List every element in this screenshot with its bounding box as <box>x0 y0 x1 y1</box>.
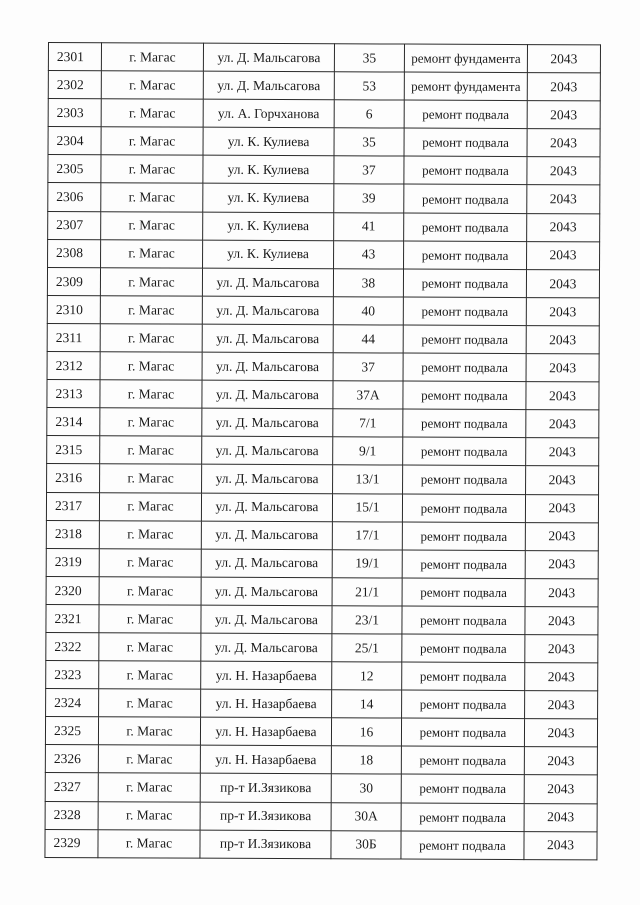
row-number: 2324 <box>46 689 99 717</box>
work-type-cell: ремонт подвала <box>402 494 525 523</box>
table-body <box>45 43 601 860</box>
work-type-cell: ремонт подвала <box>403 269 526 298</box>
work-type-cell: ремонт подвала <box>403 409 526 438</box>
city-cell: г. Магас <box>101 239 203 268</box>
city-cell: г. Магас <box>99 548 201 577</box>
house-number-cell: 38 <box>333 268 403 296</box>
row-number: 2314 <box>47 408 100 436</box>
city-cell: г. Магас <box>98 717 200 746</box>
street-cell: ул. К. Кулиева <box>203 184 334 213</box>
house-number-cell: 21/1 <box>332 578 402 606</box>
house-number-cell: 9/1 <box>333 437 403 465</box>
housing-repair-table <box>44 42 601 860</box>
work-type-cell: ремонт подвала <box>404 100 527 129</box>
year-cell: 2043 <box>524 803 597 831</box>
work-type-cell: ремонт подвала <box>401 803 524 832</box>
row-number: 2302 <box>48 71 101 99</box>
house-number-cell: 25/1 <box>332 634 402 662</box>
house-number-cell: 7/1 <box>333 409 403 437</box>
street-cell: пр-т И.Зязикова <box>200 802 331 831</box>
table-row <box>47 436 599 467</box>
street-cell: ул. Н. Назарбаева <box>201 689 332 718</box>
table-row <box>45 801 597 832</box>
work-type-cell: ремонт подвала <box>402 578 525 607</box>
city-cell: г. Магас <box>99 661 201 690</box>
city-cell: г. Магас <box>100 408 202 437</box>
house-number-cell: 30 <box>331 774 401 802</box>
street-cell: ул. Д. Мальсагова <box>202 436 333 465</box>
city-cell: г. Магас <box>100 464 202 493</box>
house-number-cell: 30Б <box>331 830 401 858</box>
house-number-cell: 15/1 <box>332 493 402 521</box>
work-type-cell: ремонт подвала <box>401 746 524 775</box>
year-cell: 2043 <box>525 691 598 719</box>
house-number-cell: 16 <box>331 718 401 746</box>
city-cell: г. Магас <box>101 99 203 128</box>
table-row <box>48 155 600 186</box>
house-number-cell: 13/1 <box>333 465 403 493</box>
work-type-cell: ремонт подвала <box>401 831 524 860</box>
house-number-cell: 17/1 <box>332 521 402 549</box>
work-type-cell: ремонт подвала <box>403 353 526 382</box>
house-number-cell: 40 <box>333 297 403 325</box>
house-number-cell: 18 <box>331 746 401 774</box>
year-cell: 2043 <box>524 747 597 775</box>
city-cell: г. Магас <box>98 773 200 802</box>
year-cell: 2043 <box>526 269 599 297</box>
table-row <box>45 745 597 776</box>
house-number-cell: 43 <box>334 240 404 268</box>
table-row <box>47 295 599 326</box>
row-number: 2305 <box>48 155 101 183</box>
house-number-cell: 41 <box>334 212 404 240</box>
house-number-cell: 37 <box>334 156 404 184</box>
year-cell: 2043 <box>526 297 599 325</box>
table-row <box>46 520 598 551</box>
street-cell: ул. Д. Мальсагова <box>201 493 332 522</box>
year-cell: 2043 <box>527 241 600 269</box>
street-cell: ул. А. Горчханова <box>203 99 334 128</box>
year-cell: 2043 <box>525 550 598 578</box>
year-cell: 2043 <box>527 185 600 213</box>
row-number: 2326 <box>45 745 98 773</box>
table-row <box>48 43 600 74</box>
city-cell: г. Магас <box>98 829 200 858</box>
year-cell: 2043 <box>524 831 597 859</box>
work-type-cell: ремонт подвала <box>402 690 525 719</box>
street-cell: ул. Д. Мальсагова <box>201 577 332 606</box>
city-cell: г. Магас <box>100 324 202 353</box>
house-number-cell: 53 <box>334 72 404 100</box>
city-cell: г. Магас <box>99 492 201 521</box>
table-row <box>46 492 598 523</box>
table-row <box>48 183 600 214</box>
row-number: 2320 <box>46 576 99 604</box>
street-cell: ул. Д. Мальсагова <box>202 268 333 297</box>
row-number: 2327 <box>45 773 98 801</box>
row-number: 2301 <box>48 43 101 71</box>
city-cell: г. Магас <box>100 436 202 465</box>
house-number-cell: 19/1 <box>332 549 402 577</box>
year-cell: 2043 <box>525 606 598 634</box>
row-number: 2323 <box>46 661 99 689</box>
table-row <box>46 604 598 635</box>
year-cell: 2043 <box>527 129 600 157</box>
city-cell: г. Магас <box>101 127 203 156</box>
year-cell: 2043 <box>526 438 599 466</box>
city-cell: г. Магас <box>99 605 201 634</box>
work-type-cell: ремонт подвала <box>403 381 526 410</box>
row-number: 2308 <box>48 239 101 267</box>
work-type-cell: ремонт подвала <box>402 522 525 551</box>
row-number: 2312 <box>47 352 100 380</box>
year-cell: 2043 <box>524 719 597 747</box>
table-row <box>47 323 599 354</box>
year-cell: 2043 <box>525 494 598 522</box>
work-type-cell: ремонт фундамента <box>404 72 527 101</box>
row-number: 2329 <box>45 829 98 857</box>
row-number: 2317 <box>46 492 99 520</box>
city-cell: г. Магас <box>101 71 203 100</box>
year-cell: 2043 <box>525 635 598 663</box>
work-type-cell: ремонт подвала <box>403 297 526 326</box>
row-number: 2325 <box>45 717 98 745</box>
row-number: 2311 <box>47 323 100 351</box>
row-number: 2315 <box>47 436 100 464</box>
year-cell: 2043 <box>524 775 597 803</box>
year-cell: 2043 <box>527 213 600 241</box>
table-row <box>47 352 599 383</box>
table-row <box>46 576 598 607</box>
row-number: 2321 <box>46 604 99 632</box>
table-row <box>46 689 598 720</box>
work-type-cell: ремонт подвала <box>404 156 527 185</box>
row-number: 2306 <box>48 183 101 211</box>
work-type-cell: ремонт подвала <box>404 128 527 157</box>
table-row <box>47 380 599 411</box>
street-cell: ул. Д. Мальсагова <box>202 465 333 494</box>
table-row <box>45 829 597 860</box>
work-type-cell: ремонт подвала <box>401 718 524 747</box>
row-number: 2304 <box>48 127 101 155</box>
year-cell: 2043 <box>527 73 600 101</box>
year-cell: 2043 <box>527 101 600 129</box>
house-number-cell: 23/1 <box>332 606 402 634</box>
street-cell: ул. Д. Мальсагова <box>201 605 332 634</box>
street-cell: ул. Д. Мальсагова <box>202 324 333 353</box>
year-cell: 2043 <box>525 578 598 606</box>
house-number-cell: 44 <box>333 325 403 353</box>
house-number-cell: 12 <box>332 662 402 690</box>
work-type-cell: ремонт подвала <box>404 213 527 242</box>
work-type-cell: ремонт подвала <box>402 662 525 691</box>
table-row <box>47 408 599 439</box>
street-cell: ул. Д. Мальсагова <box>202 352 333 381</box>
street-cell: ул. Д. Мальсагова <box>202 408 333 437</box>
city-cell: г. Магас <box>100 267 202 296</box>
house-number-cell: 37 <box>333 353 403 381</box>
table-row <box>47 464 599 495</box>
street-cell: ул. Н. Назарбаева <box>200 717 331 746</box>
row-number: 2316 <box>47 464 100 492</box>
city-cell: г. Магас <box>99 520 201 549</box>
city-cell: г. Магас <box>99 689 201 718</box>
row-number: 2307 <box>48 211 101 239</box>
street-cell: ул. Н. Назарбаева <box>201 661 332 690</box>
house-number-cell: 30А <box>331 802 401 830</box>
work-type-cell: ремонт подвала <box>401 774 524 803</box>
year-cell: 2043 <box>526 410 599 438</box>
city-cell: г. Магас <box>99 633 201 662</box>
house-number-cell: 14 <box>332 690 402 718</box>
street-cell: ул. Д. Мальсагова <box>203 71 334 100</box>
city-cell: г. Магас <box>100 296 202 325</box>
city-cell: г. Магас <box>99 577 201 606</box>
house-number-cell: 37А <box>333 381 403 409</box>
street-cell: ул. К. Кулиева <box>203 127 334 156</box>
street-cell: ул. Д. Мальсагова <box>201 549 332 578</box>
work-type-cell: ремонт подвала <box>403 325 526 354</box>
table-row <box>48 211 600 242</box>
row-number: 2319 <box>46 548 99 576</box>
row-number: 2313 <box>47 380 100 408</box>
street-cell: ул. Д. Мальсагова <box>202 380 333 409</box>
city-cell: г. Магас <box>101 155 203 184</box>
city-cell: г. Магас <box>98 745 200 774</box>
work-type-cell: ремонт фундамента <box>404 44 527 73</box>
year-cell: 2043 <box>526 466 599 494</box>
house-number-cell: 39 <box>334 184 404 212</box>
house-number-cell: 35 <box>334 44 404 72</box>
street-cell: ул. Н. Назарбаева <box>200 746 331 775</box>
city-cell: г. Магас <box>101 183 203 212</box>
street-cell: ул. Д. Мальсагова <box>201 633 332 662</box>
row-number: 2309 <box>47 267 100 295</box>
year-cell: 2043 <box>526 382 599 410</box>
table-row <box>46 548 598 579</box>
work-type-cell: ремонт подвала <box>403 465 526 494</box>
house-number-cell: 35 <box>334 128 404 156</box>
work-type-cell: ремонт подвала <box>404 241 527 270</box>
year-cell: 2043 <box>527 45 600 73</box>
table-row <box>46 632 598 663</box>
table-row <box>48 71 600 102</box>
table-row <box>48 239 600 270</box>
work-type-cell: ремонт подвала <box>404 185 527 214</box>
row-number: 2303 <box>48 99 101 127</box>
street-cell: ул. Д. Мальсагова <box>201 521 332 550</box>
city-cell: г. Магас <box>100 352 202 381</box>
year-cell: 2043 <box>527 157 600 185</box>
street-cell: ул. К. Кулиева <box>203 212 334 241</box>
table-row <box>48 127 600 158</box>
work-type-cell: ремонт подвала <box>403 437 526 466</box>
work-type-cell: ремонт подвала <box>402 606 525 635</box>
year-cell: 2043 <box>526 354 599 382</box>
street-cell: пр-т И.Зязикова <box>200 774 331 803</box>
table-row <box>48 99 600 130</box>
table-row <box>45 717 597 748</box>
year-cell: 2043 <box>525 663 598 691</box>
work-type-cell: ремонт подвала <box>402 550 525 579</box>
city-cell: г. Магас <box>101 43 203 72</box>
row-number: 2322 <box>46 632 99 660</box>
street-cell: ул. К. Кулиева <box>203 156 334 185</box>
row-number: 2318 <box>46 520 99 548</box>
work-type-cell: ремонт подвала <box>402 634 525 663</box>
row-number: 2310 <box>47 295 100 323</box>
table-row <box>45 773 597 804</box>
year-cell: 2043 <box>526 326 599 354</box>
street-cell: ул. Д. Мальсагова <box>202 296 333 325</box>
year-cell: 2043 <box>525 522 598 550</box>
street-cell: ул. К. Кулиева <box>203 240 334 269</box>
table-row <box>47 267 599 298</box>
street-cell: ул. Д. Мальсагова <box>203 43 334 72</box>
city-cell: г. Магас <box>101 211 203 240</box>
street-cell: пр-т И.Зязикова <box>200 830 331 859</box>
house-number-cell: 6 <box>334 100 404 128</box>
row-number: 2328 <box>45 801 98 829</box>
city-cell: г. Магас <box>100 380 202 409</box>
city-cell: г. Магас <box>98 801 200 830</box>
table-row <box>46 661 598 692</box>
